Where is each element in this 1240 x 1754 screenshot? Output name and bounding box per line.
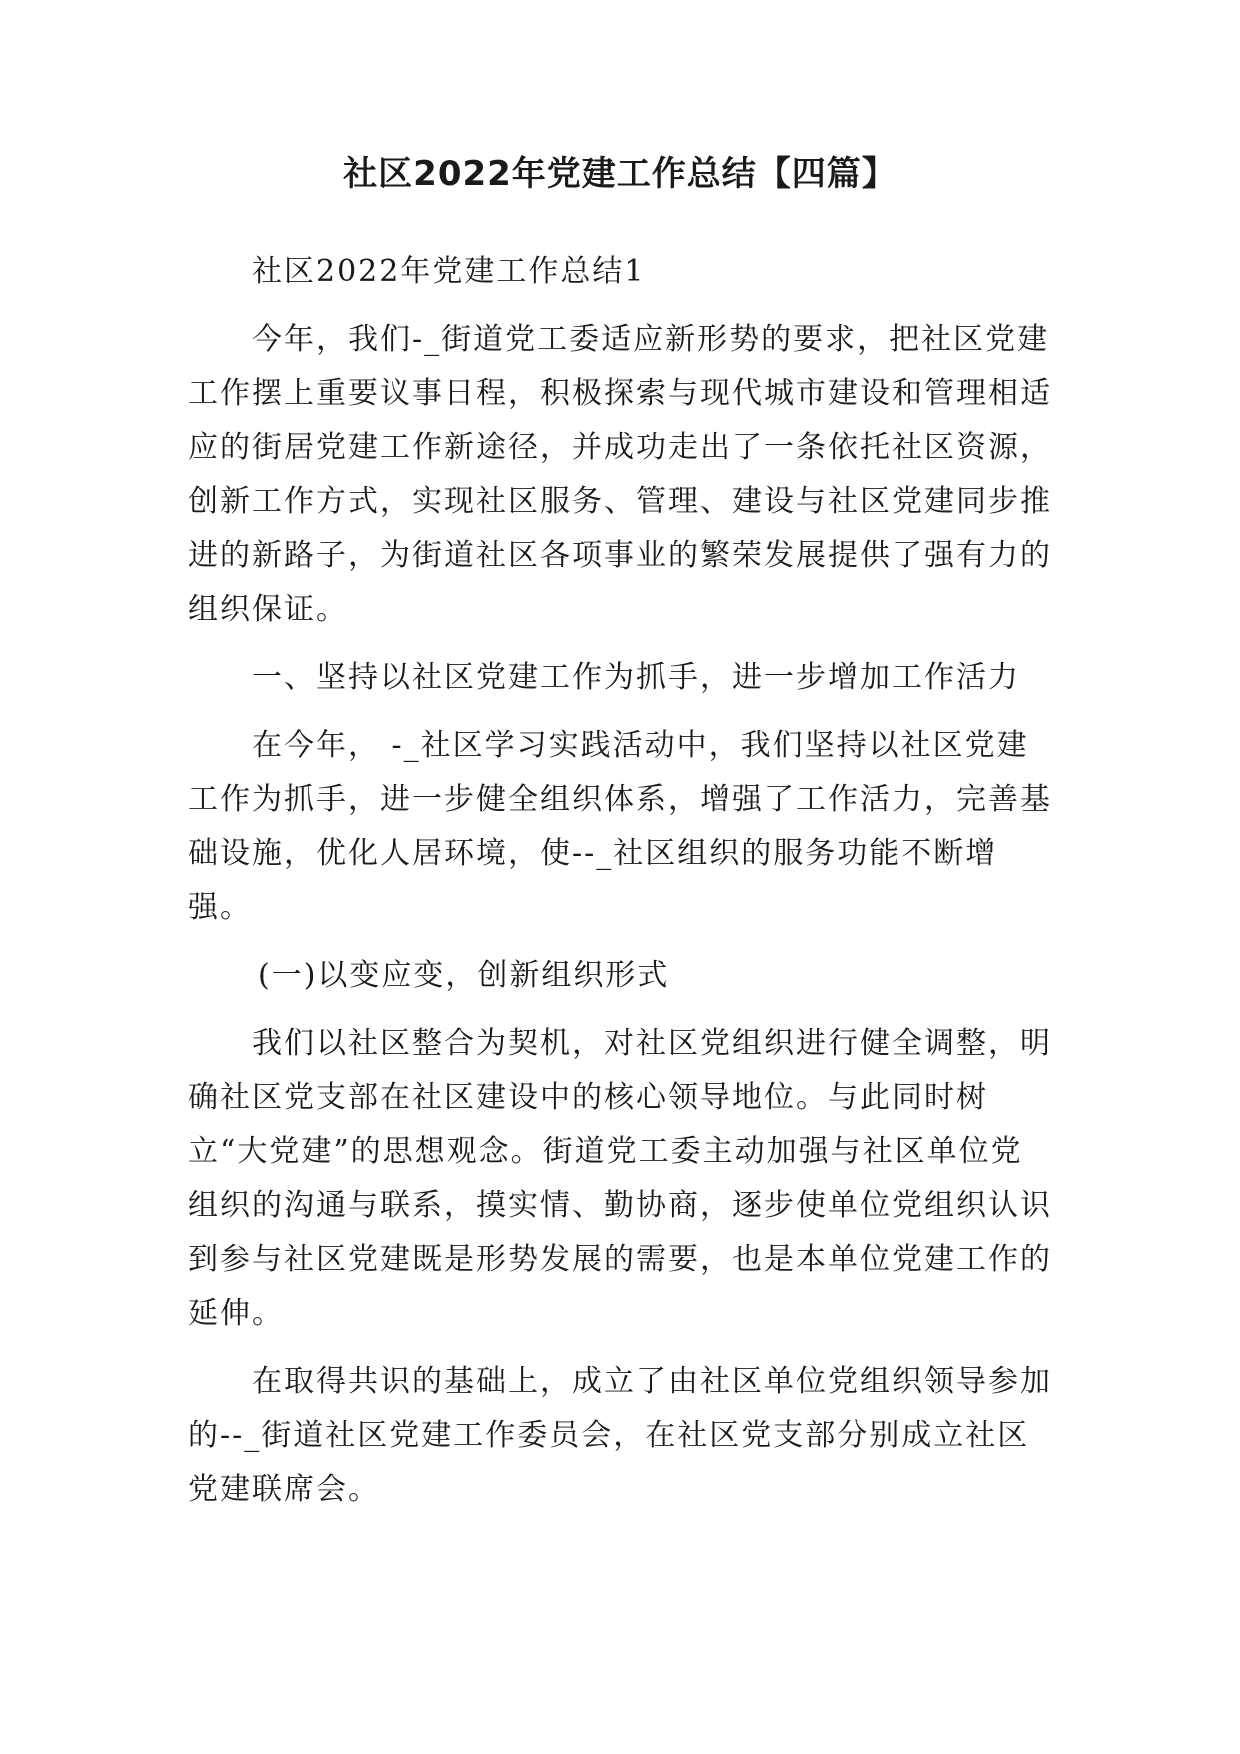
section-heading-1: 社区2022年党建工作总结1: [252, 254, 646, 289]
document-body: [188, 245, 1054, 1531]
paragraph-committee: 在取得共识的基础上，成立了由社区单位党组织领导参加的--_街道社区党建工作委员会，在社区党支部分别成立社区党建联席会。: [188, 1364, 1052, 1507]
paragraph-intro: 今年，我们-_街道党工委适应新形势的要求，把社区党建工作摆上重要议事日程，积极探索与现代城市建设和管理相适应的街居党建工作新途径，并成功走出了一条依托社区资源，创新工作方式，实现社区服务、管理、建设与社区党建同步推进的新路子，为街道社区各项事业的繁荣发展提供了强有力的组织保证。: [188, 322, 1052, 627]
section-heading-part-1: 一、坚持以社区党建工作为抓手，进一步增加工作活力: [252, 660, 1020, 695]
document-title: 社区2022年党建工作总结【四篇】: [343, 154, 897, 194]
paragraph-part-1: 在今年， -_社区学习实践活动中，我们坚持以社区党建工作为抓手，进一步健全组织体系，增强了工作活力，完善基础设施，优化人居环境，使--_社区组织的服务功能不断增强。: [188, 728, 1052, 925]
paragraph-organization: 我们以社区整合为契机，对社区党组织进行健全调整，明确社区党支部在社区建设中的核心领导地位。与此同时树立“大党建”的思想观念。街道党工委主动加强与社区单位党组织的沟通与联系，摸实情、勤协商，逐步使单位党组织认识到参与社区党建既是形势发展的需要，也是本单位党建工作的延伸。: [188, 1026, 1052, 1331]
subheading-1: (一)以变应变，创新组织形式: [258, 958, 670, 993]
